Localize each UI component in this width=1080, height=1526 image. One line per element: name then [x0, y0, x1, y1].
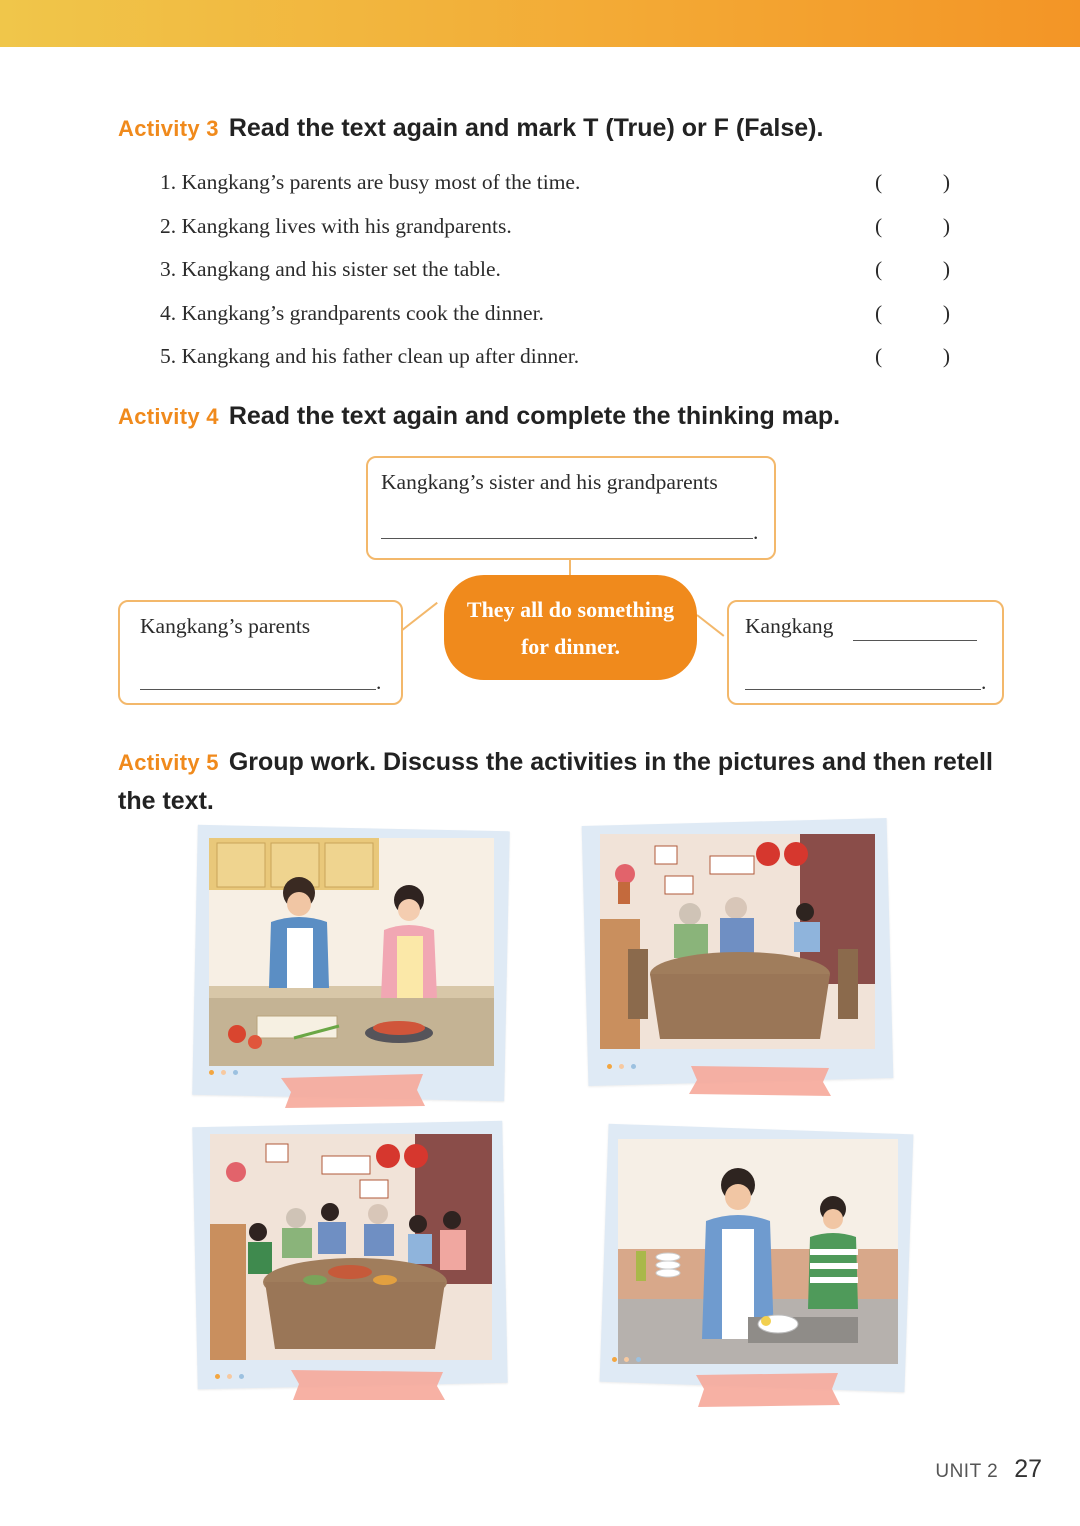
open-paren: ( — [875, 300, 883, 325]
open-paren: ( — [875, 170, 883, 194]
washing-dishes-illustration — [618, 1139, 898, 1364]
cooking-illustration — [209, 838, 494, 1066]
true-false-list — [160, 164, 960, 382]
photo-dots — [209, 1070, 238, 1075]
close-paren: ) — [942, 213, 950, 238]
activity-3-label: Activity 3 — [118, 116, 219, 141]
answer-blank[interactable] — [875, 295, 950, 331]
list-item — [160, 295, 960, 339]
activity-5-heading — [118, 743, 1018, 820]
close-paren: ) — [942, 170, 950, 194]
statement-text: 1. Kangkang’s parents are busy most of the time. — [160, 170, 581, 194]
open-paren: ( — [875, 257, 883, 281]
thinking-map-left-box — [118, 600, 403, 705]
list-item — [160, 338, 960, 382]
top-box-label: Kangkang’s sister and his grandparents — [381, 470, 718, 494]
statement-text: 3. Kangkang and his sister set the table. — [160, 257, 501, 281]
activity-3-heading — [118, 114, 823, 143]
thinking-map-top-box — [366, 456, 776, 560]
activity-4-heading — [118, 402, 840, 431]
center-line-1: They all do something — [466, 596, 675, 622]
table-setting-illustration — [600, 834, 875, 1049]
photo-dots — [215, 1374, 244, 1379]
top-color-bar — [0, 0, 1080, 47]
tape-decoration — [692, 1369, 842, 1409]
photo-dots — [607, 1064, 636, 1069]
right-box-label: Kangkang — [745, 614, 834, 638]
activity-3-instruction: Read the text again and mark T (True) or F (False). — [228, 114, 824, 142]
map-connector-top — [569, 559, 571, 575]
close-paren: ) — [942, 257, 950, 281]
right-box-blank-2[interactable] — [745, 689, 981, 690]
tape-decoration — [685, 1062, 835, 1100]
right-box-period: . — [981, 670, 987, 694]
activity-4-instruction: Read the text again and complete the thinking map. — [228, 402, 841, 430]
statement-text: 2. Kangkang lives with his grandparents. — [160, 213, 512, 238]
picture-parents-cooking — [195, 828, 510, 1110]
statement-text: 5. Kangkang and his father clean up after dinner. — [160, 344, 580, 368]
thinking-map-right-box — [727, 600, 1004, 705]
left-box-blank[interactable] — [140, 689, 376, 690]
page-number: 27 — [1014, 1455, 1042, 1483]
page-footer — [935, 1455, 1042, 1484]
right-box-blank-1[interactable] — [853, 640, 977, 641]
list-item — [160, 251, 960, 295]
top-box-period: . — [753, 520, 759, 544]
photo-dots — [612, 1357, 641, 1362]
close-paren: ) — [942, 300, 950, 325]
map-connector-left — [400, 602, 437, 632]
left-box-period: . — [376, 670, 382, 694]
answer-blank[interactable] — [875, 338, 950, 374]
list-item — [160, 208, 960, 252]
tape-decoration — [277, 1072, 427, 1110]
tape-decoration — [287, 1366, 447, 1404]
unit-label: UNIT 2 — [935, 1461, 999, 1482]
center-line-2: for dinner. — [520, 633, 621, 659]
picture-family-setting-table — [585, 822, 895, 1100]
activity-4-label: Activity 4 — [118, 404, 219, 429]
thinking-map-center — [444, 575, 697, 680]
map-connector-right — [696, 614, 724, 637]
answer-blank[interactable] — [875, 251, 950, 287]
open-paren: ( — [875, 213, 883, 238]
activity-5-instruction: Group work. Discuss the activities in the pictures and then retell the text. — [118, 748, 993, 815]
picture-washing-dishes — [600, 1123, 918, 1413]
left-box-label: Kangkang’s parents — [140, 614, 311, 638]
picture-family-dinner — [195, 1120, 510, 1405]
close-paren: ) — [942, 344, 950, 368]
list-item — [160, 164, 960, 208]
answer-blank[interactable] — [875, 164, 950, 200]
statement-text: 4. Kangkang’s grandparents cook the dinner. — [160, 300, 544, 325]
open-paren: ( — [875, 344, 883, 368]
top-box-blank[interactable] — [381, 538, 753, 539]
answer-blank[interactable] — [875, 208, 950, 244]
activity-5-label: Activity 5 — [118, 750, 219, 775]
family-dinner-illustration — [210, 1134, 492, 1360]
